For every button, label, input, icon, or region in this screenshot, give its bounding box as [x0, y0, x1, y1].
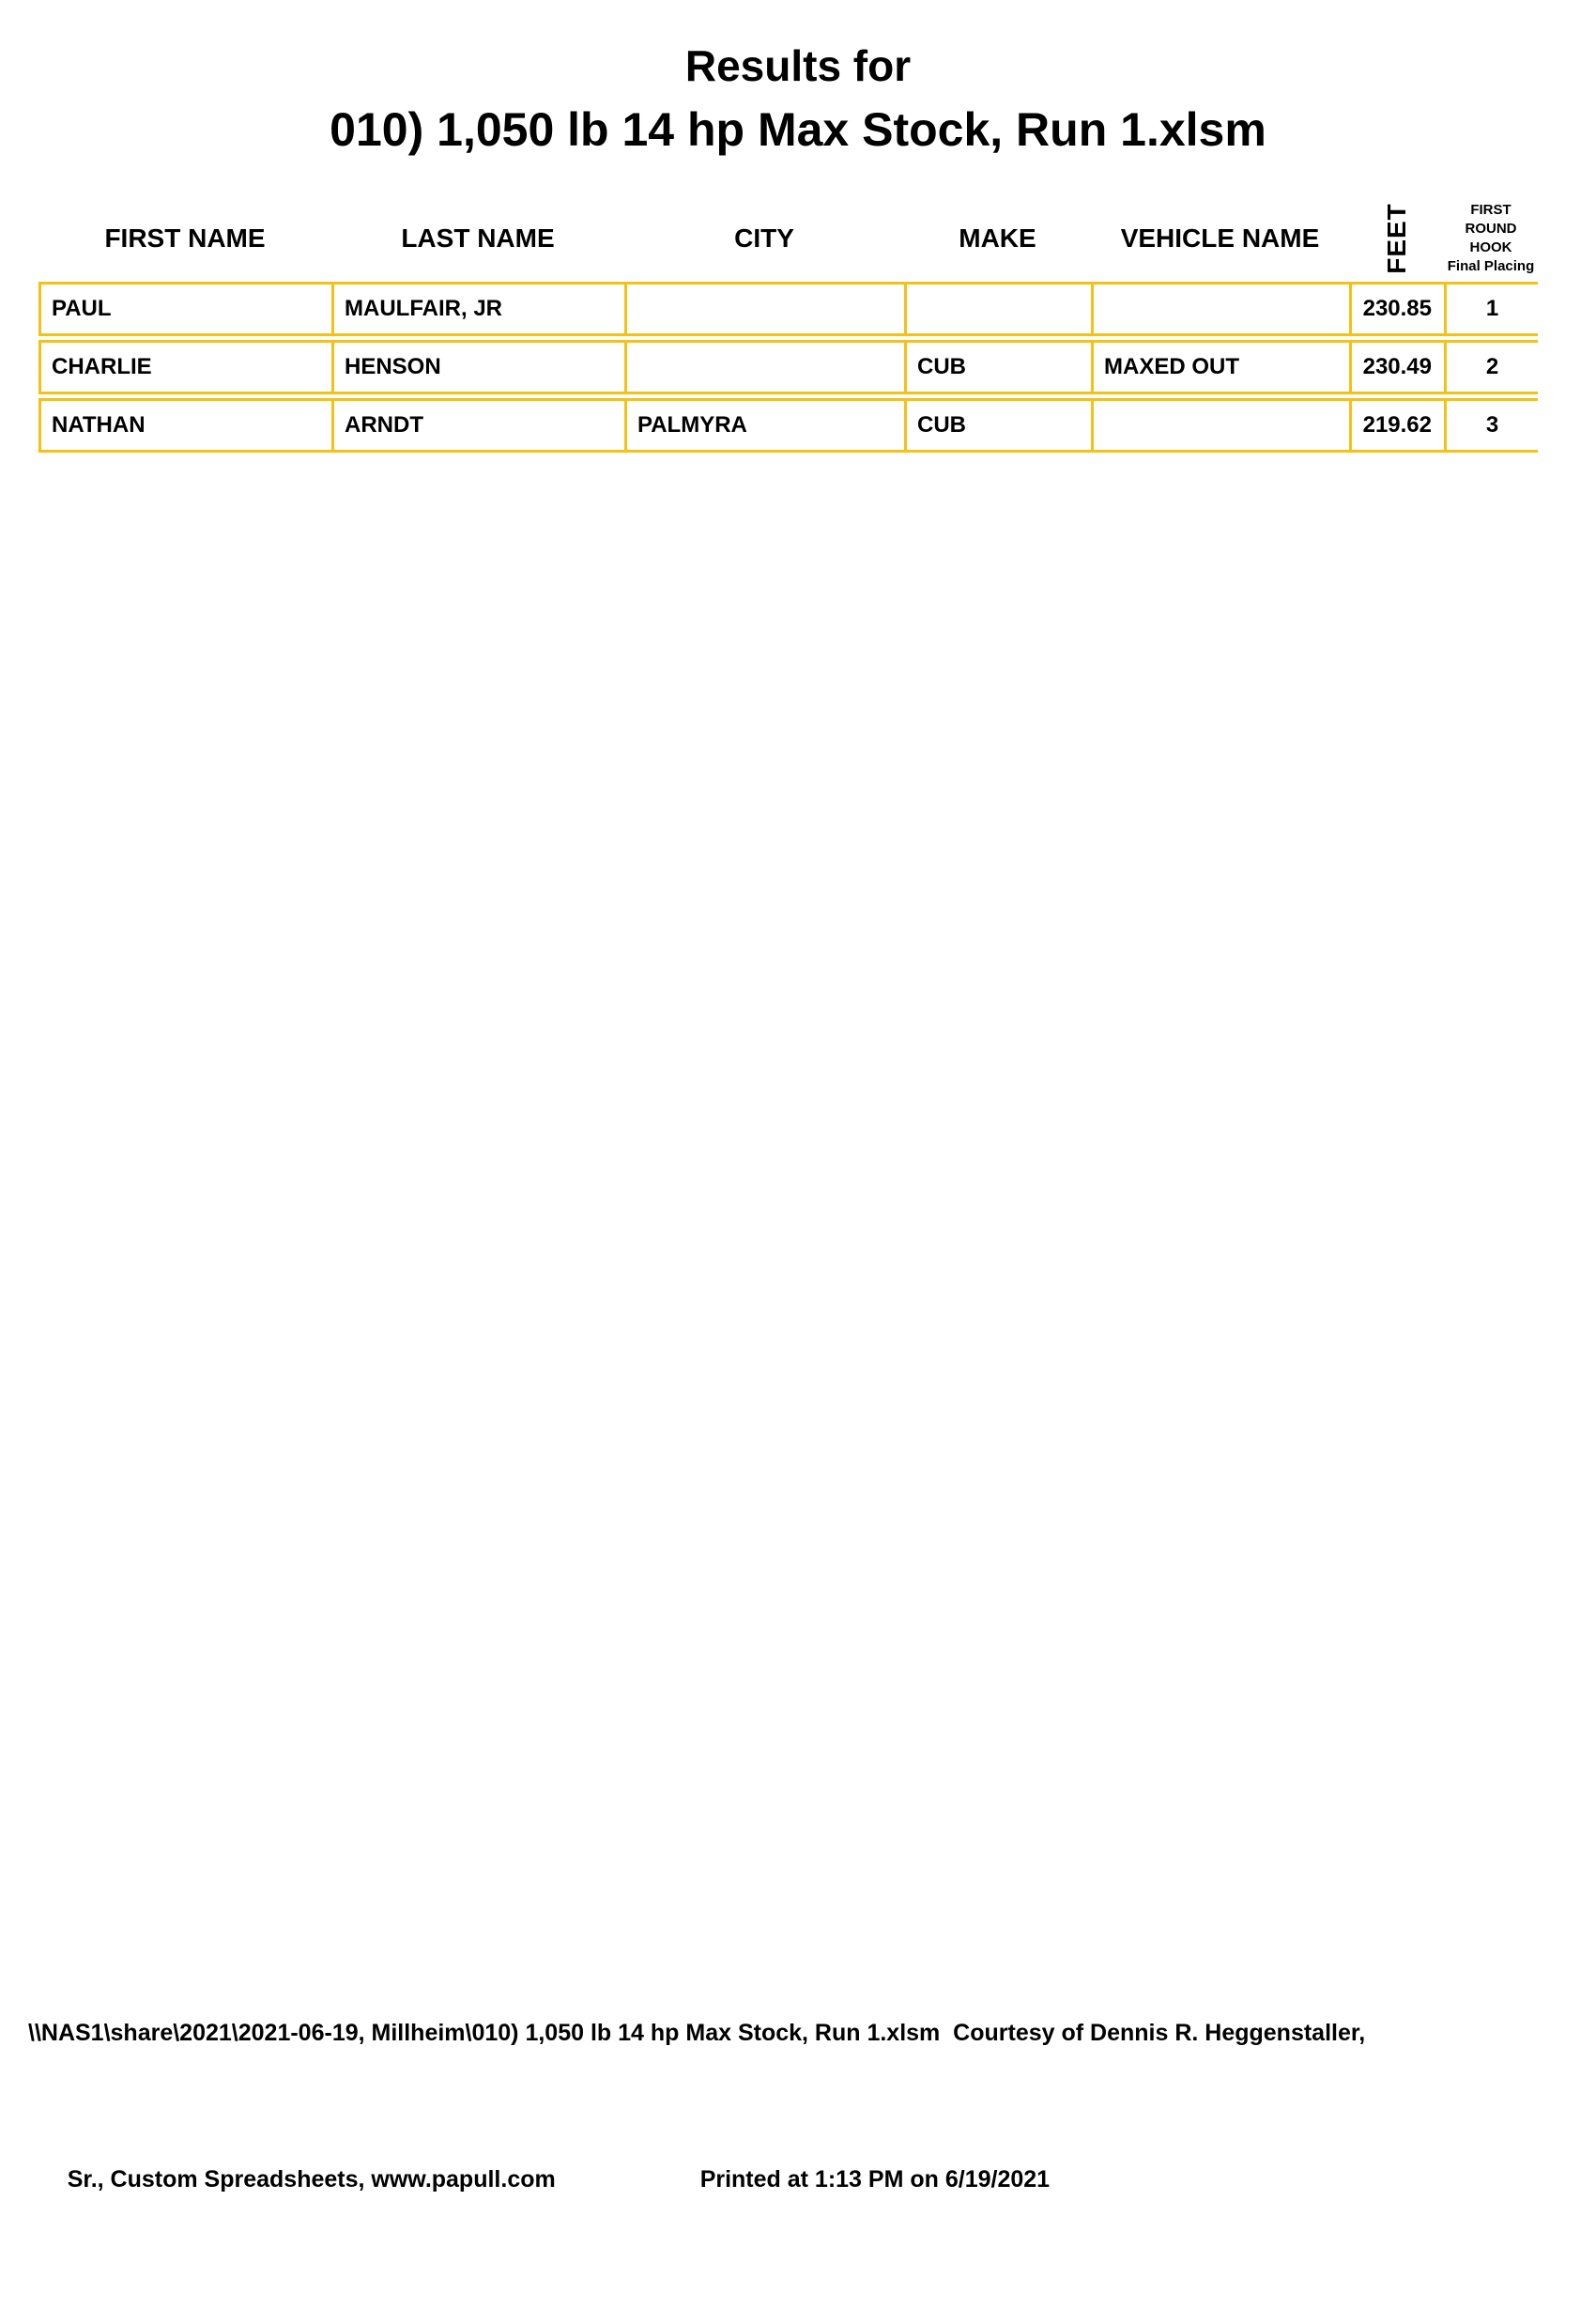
- table-row: [38, 340, 1538, 394]
- cell-last-name: ARNDT: [331, 398, 624, 453]
- cell-vehicle-name: [1091, 398, 1349, 453]
- cell-feet: 219.62: [1349, 398, 1444, 453]
- column-header-make: MAKE: [959, 223, 1036, 253]
- cell-vehicle-name: [1091, 282, 1349, 336]
- column-header-first-name: FIRST NAME: [104, 223, 266, 253]
- column-header-vehicle-name: VEHICLE NAME: [1120, 223, 1320, 253]
- cell-feet: 230.85: [1349, 282, 1444, 336]
- results-table-body: [38, 282, 1538, 456]
- cell-final-placing: 3: [1444, 398, 1538, 453]
- cell-last-name: MAULFAIR, JR: [331, 282, 624, 336]
- footer-line1-filepath-courtesy: \\NAS1\share\2021\2021-06-19, Millheim\010) 1,050 lb 14 hp Max Stock, Run 1.xlsm Courtesy of Dennis R. Heggenstaller,: [28, 2020, 1366, 2046]
- page-footer: [28, 1942, 1577, 2308]
- column-header-feet-rotated-label: FEET: [1381, 203, 1411, 274]
- cell-make: [904, 282, 1091, 336]
- cell-make: CUB: [904, 340, 1091, 394]
- table-header-row: [38, 199, 1538, 278]
- title-block: [0, 39, 1596, 158]
- table-row: [38, 282, 1538, 336]
- column-header-feet: [1349, 199, 1444, 278]
- cell-city: [624, 282, 904, 336]
- column-header-placing-line3: Final Placing: [1447, 258, 1535, 274]
- page-subtitle-filename: 010) 1,050 lb 14 hp Max Stock, Run 1.xlsm: [330, 103, 1266, 156]
- cell-final-placing: 2: [1444, 340, 1538, 394]
- cell-first-name: PAUL: [38, 282, 331, 336]
- table-row: [38, 398, 1538, 453]
- page-title: Results for: [684, 41, 912, 90]
- column-header-city: CITY: [734, 223, 794, 253]
- footer-line2-left-text: Sr., Custom Spreadsheets, www.papull.com: [67, 2166, 556, 2193]
- cell-vehicle-name: MAXED OUT: [1091, 340, 1349, 394]
- cell-city: [624, 340, 904, 394]
- column-header-final-placing: [1444, 199, 1538, 278]
- cell-first-name: NATHAN: [38, 398, 331, 453]
- cell-make: CUB: [904, 398, 1091, 453]
- cell-feet: 230.49: [1349, 340, 1444, 394]
- cell-final-placing: 1: [1444, 282, 1538, 336]
- column-header-placing-line1: FIRST ROUND: [1465, 202, 1517, 237]
- cell-first-name: CHARLIE: [38, 340, 331, 394]
- cell-city: PALMYRA: [624, 398, 904, 453]
- column-header-placing-line2: HOOK: [1469, 239, 1512, 255]
- footer-printed-timestamp: Printed at 1:13 PM on 6/19/2021: [699, 2166, 1051, 2193]
- column-header-last-name: LAST NAME: [401, 223, 555, 253]
- footer-line2: [28, 2125, 1577, 2235]
- cell-last-name: HENSON: [331, 340, 624, 394]
